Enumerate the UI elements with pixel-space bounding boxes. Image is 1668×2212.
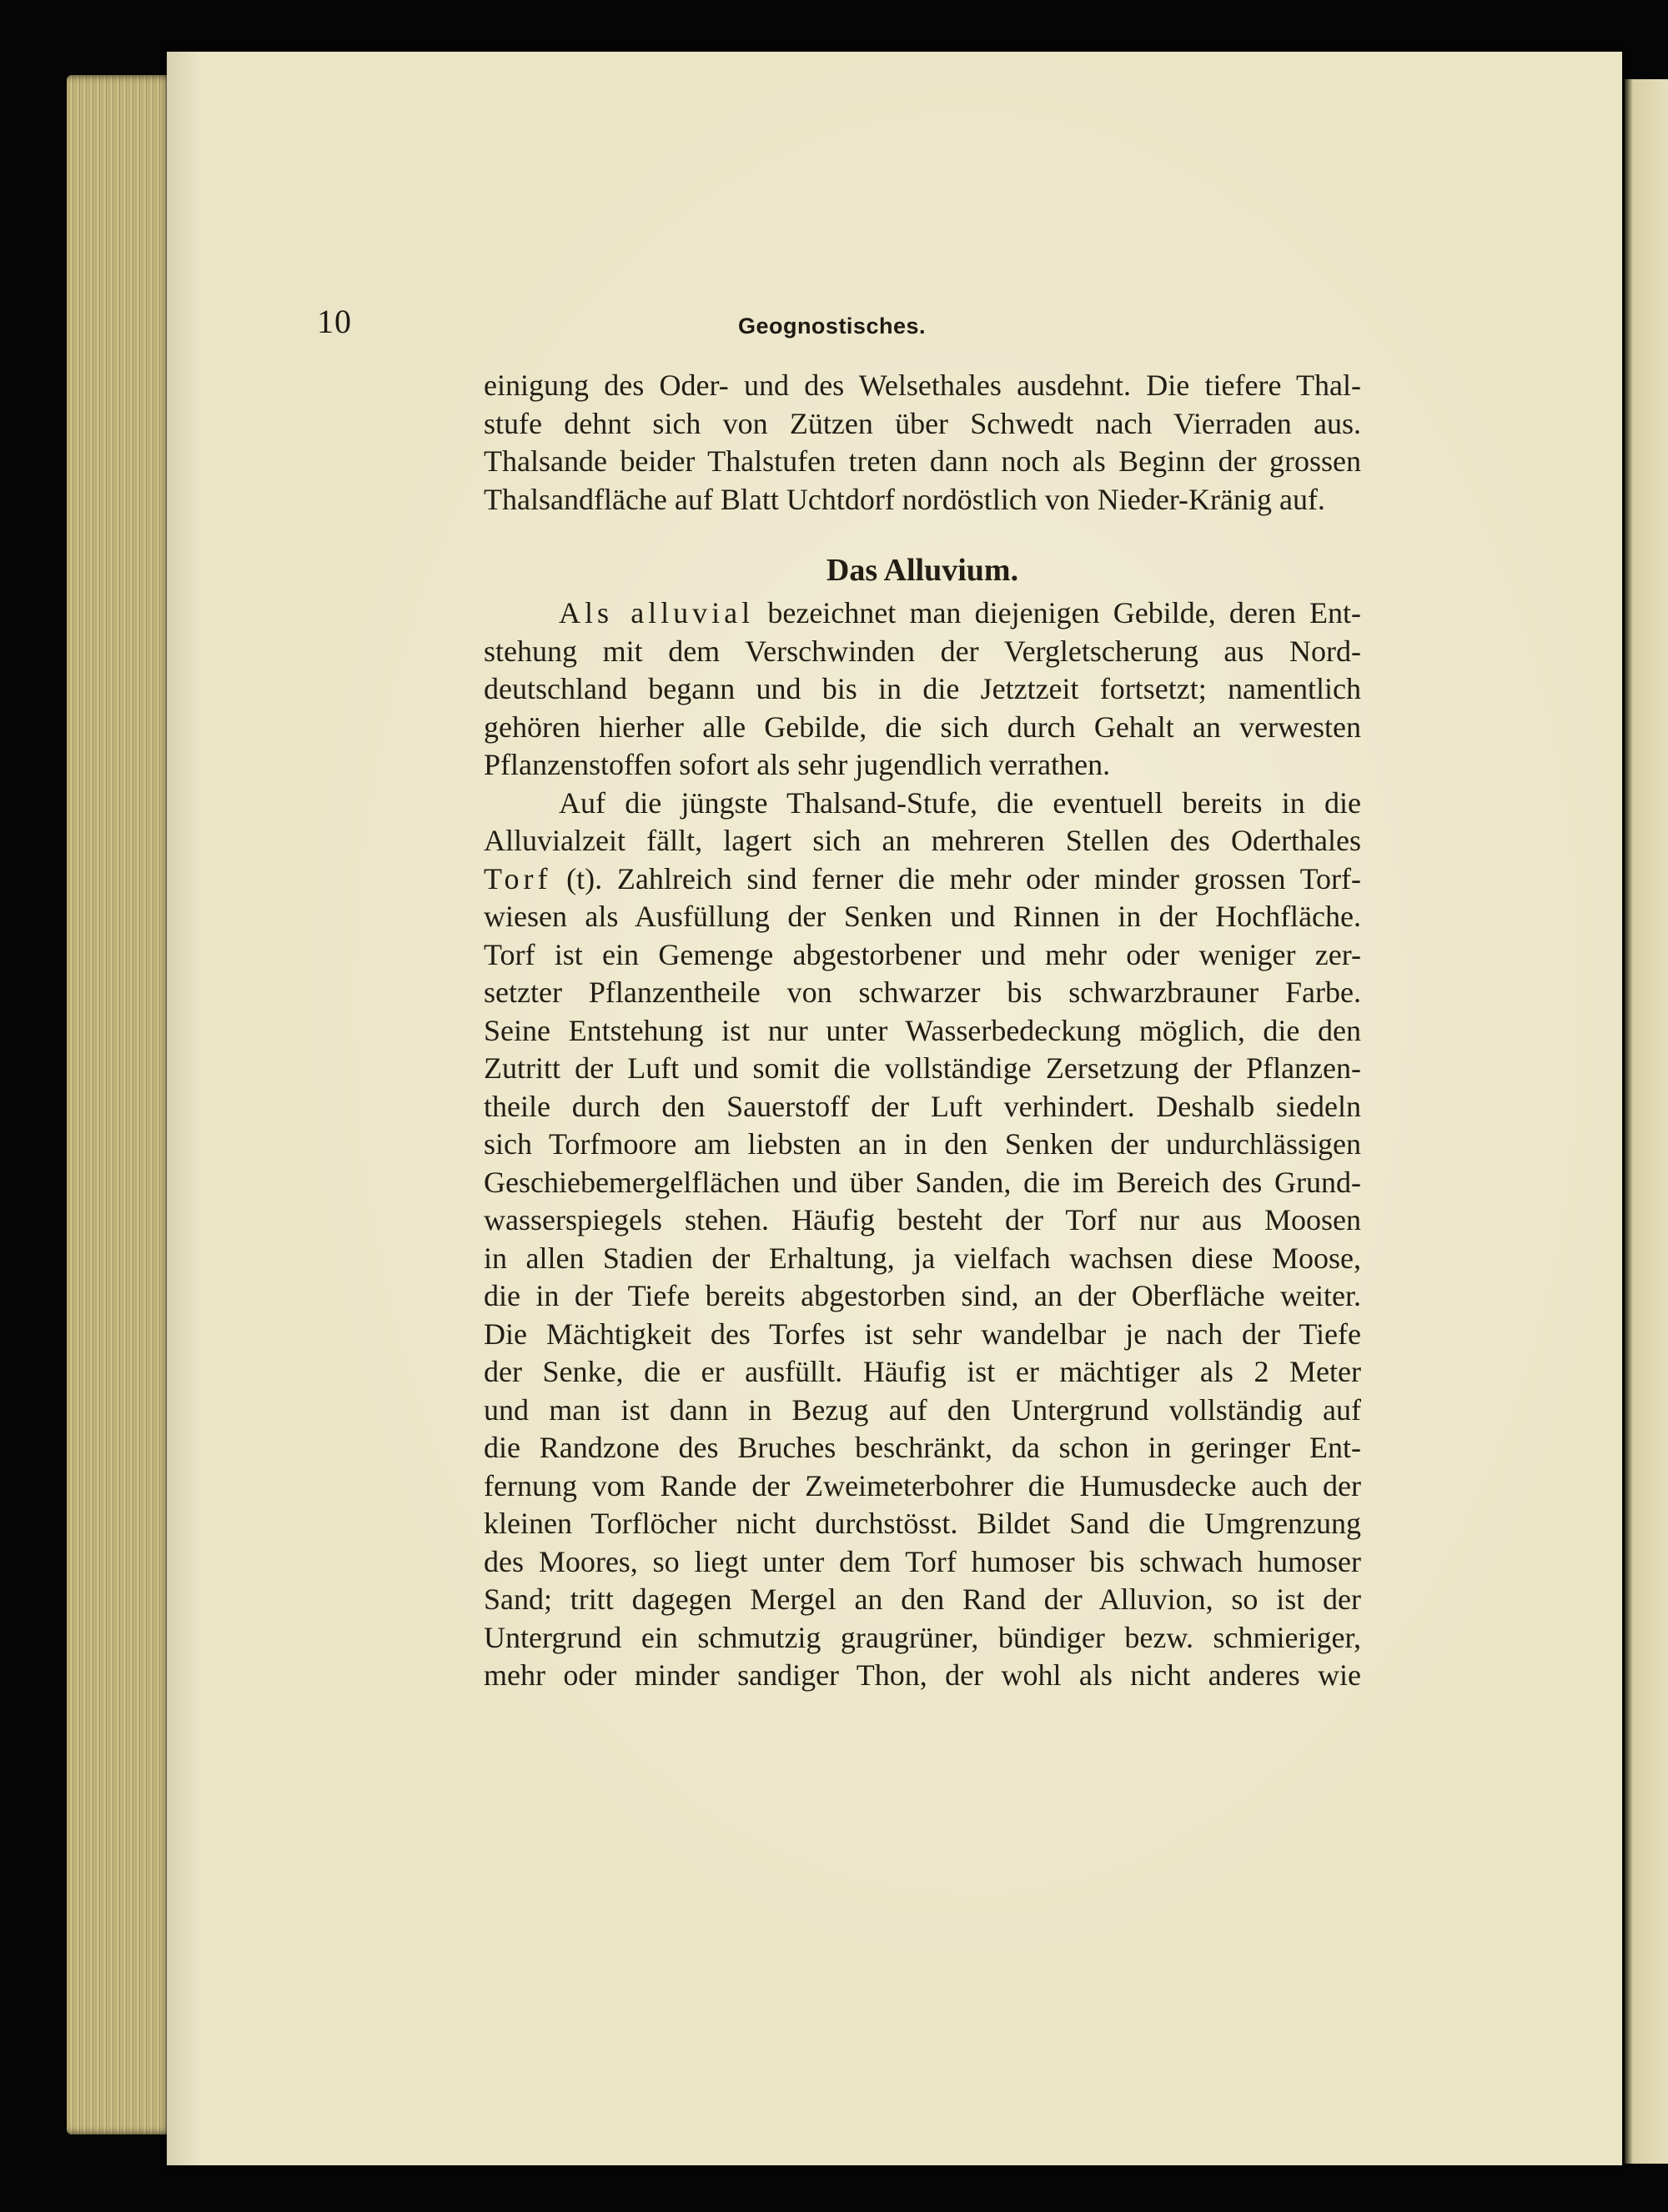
- text-line: wasserspiegels stehen. Häufig besteht der Torf nur aus Moosen: [484, 1203, 1361, 1236]
- running-title: Geognostisches.: [737, 313, 926, 339]
- emphasized-term: Torf: [484, 861, 552, 895]
- text-line: einigung des Oder- und des Welsethales ausdehnt. Die tiefere Thal-: [484, 369, 1361, 402]
- text-line: die in der Tiefe bereits abgestorben sind, an der Oberfläche weiter.: [484, 1279, 1361, 1312]
- text-line: Seine Entstehung ist nur unter Wasserbedeckung möglich, die den: [484, 1013, 1361, 1047]
- text-line: setzter Pflanzentheile von schwarzer bis schwarzbrauner Farbe.: [484, 976, 1361, 1009]
- text-line: Thalsandfläche auf Blatt Uchtdorf nordöstlich von Nieder-Kränig auf.: [484, 482, 1325, 516]
- text-line: sich Torfmoore am liebsten an in den Senken der undurchlässigen: [484, 1127, 1361, 1161]
- page-edges: [67, 75, 175, 2134]
- text-line: [484, 594, 1361, 633]
- text-line: und man ist dann in Bezug auf den Untergrund vollständig auf: [484, 1392, 1361, 1427]
- text-line: [484, 860, 1361, 899]
- text-line: Thalsande beider Thalstufen treten dann noch als Beginn der grossen: [484, 444, 1361, 478]
- text-line: Auf die jüngste Thalsand-Stufe, die eventuell bereits in die: [559, 785, 1361, 820]
- text-line: wiesen als Ausfüllung der Senken und Rinnen in der Hochfläche.: [484, 900, 1361, 933]
- text-line: fernung vom Rande der Zweimeterbohrer die Humusdecke auch der: [484, 1468, 1361, 1502]
- next-page-edge: [1625, 79, 1668, 2164]
- spacer: [484, 519, 1361, 540]
- text-line: kleinen Torflöcher nicht durchstösst. Bildet Sand die Umgrenzung: [484, 1507, 1361, 1540]
- text-line: in allen Stadien der Erhaltung, ja vielfach wachsen diese Moose,: [484, 1241, 1361, 1275]
- text-line: Alluvialzeit fällt, lagert sich an mehreren Stellen des Oderthales: [484, 824, 1361, 857]
- page-number: 10: [317, 303, 352, 340]
- text-line: mehr oder minder sandiger Thon, der wohl als nicht anderes wie: [484, 1658, 1361, 1692]
- text-line: stehung mit dem Verschwinden der Vergletscherung aus Nord-: [484, 634, 1361, 668]
- page-body: [484, 367, 1361, 1695]
- text-line: Pflanzenstoffen sofort als sehr jugendlich verrathen.: [484, 748, 1111, 781]
- text-line: der Senke, die er ausfüllt. Häufig ist er mächtiger als 2 Meter: [484, 1355, 1361, 1388]
- section-heading: Das Alluvium.: [826, 553, 1019, 588]
- text-line: deutschland begann und bis in die Jetztzeit fortsetzt; namentlich: [484, 672, 1361, 705]
- text-line: Zutritt der Luft und somit die vollständige Zersetzung der Pflanzen-: [484, 1051, 1361, 1085]
- emphasized-term: Als alluvial: [559, 596, 755, 629]
- text-line: Die Mächtigkeit des Torfes ist sehr wandelbar je nach der Tiefe: [484, 1317, 1361, 1351]
- text-line: Untergrund ein schmutzig graugrüner, bündiger bezw. schmieriger,: [484, 1620, 1361, 1654]
- text-line: gehören hierher alle Gebilde, die sich durch Gehalt an verwesten: [484, 710, 1361, 744]
- text-line: Sand; tritt dagegen Mergel an den Rand der Alluvion, so ist der: [484, 1583, 1361, 1616]
- page-header: [317, 302, 1359, 352]
- text-fragment: (t). Zahlreich sind ferner die mehr oder minder grossen Torf-: [566, 861, 1362, 895]
- text-line: Geschiebemergelflächen und über Sanden, die im Bereich des Grund-: [484, 1165, 1361, 1199]
- text-line: stufe dehnt sich von Zützen über Schwedt nach Vierraden aus.: [484, 406, 1361, 440]
- text-line: die Randzone des Bruches beschränkt, da schon in geringer Ent-: [484, 1431, 1361, 1464]
- text-fragment: bezeichnet man diejenigen Gebilde, deren Ent-: [767, 596, 1361, 629]
- text-line: theile durch den Sauerstoff der Luft verhindert. Deshalb siedeln: [484, 1089, 1361, 1123]
- text-line: des Moores, so liegt unter dem Torf humoser bis schwach humoser: [484, 1544, 1361, 1578]
- text-line: Torf ist ein Gemenge abgestorbener und mehr oder weniger zer-: [484, 937, 1361, 971]
